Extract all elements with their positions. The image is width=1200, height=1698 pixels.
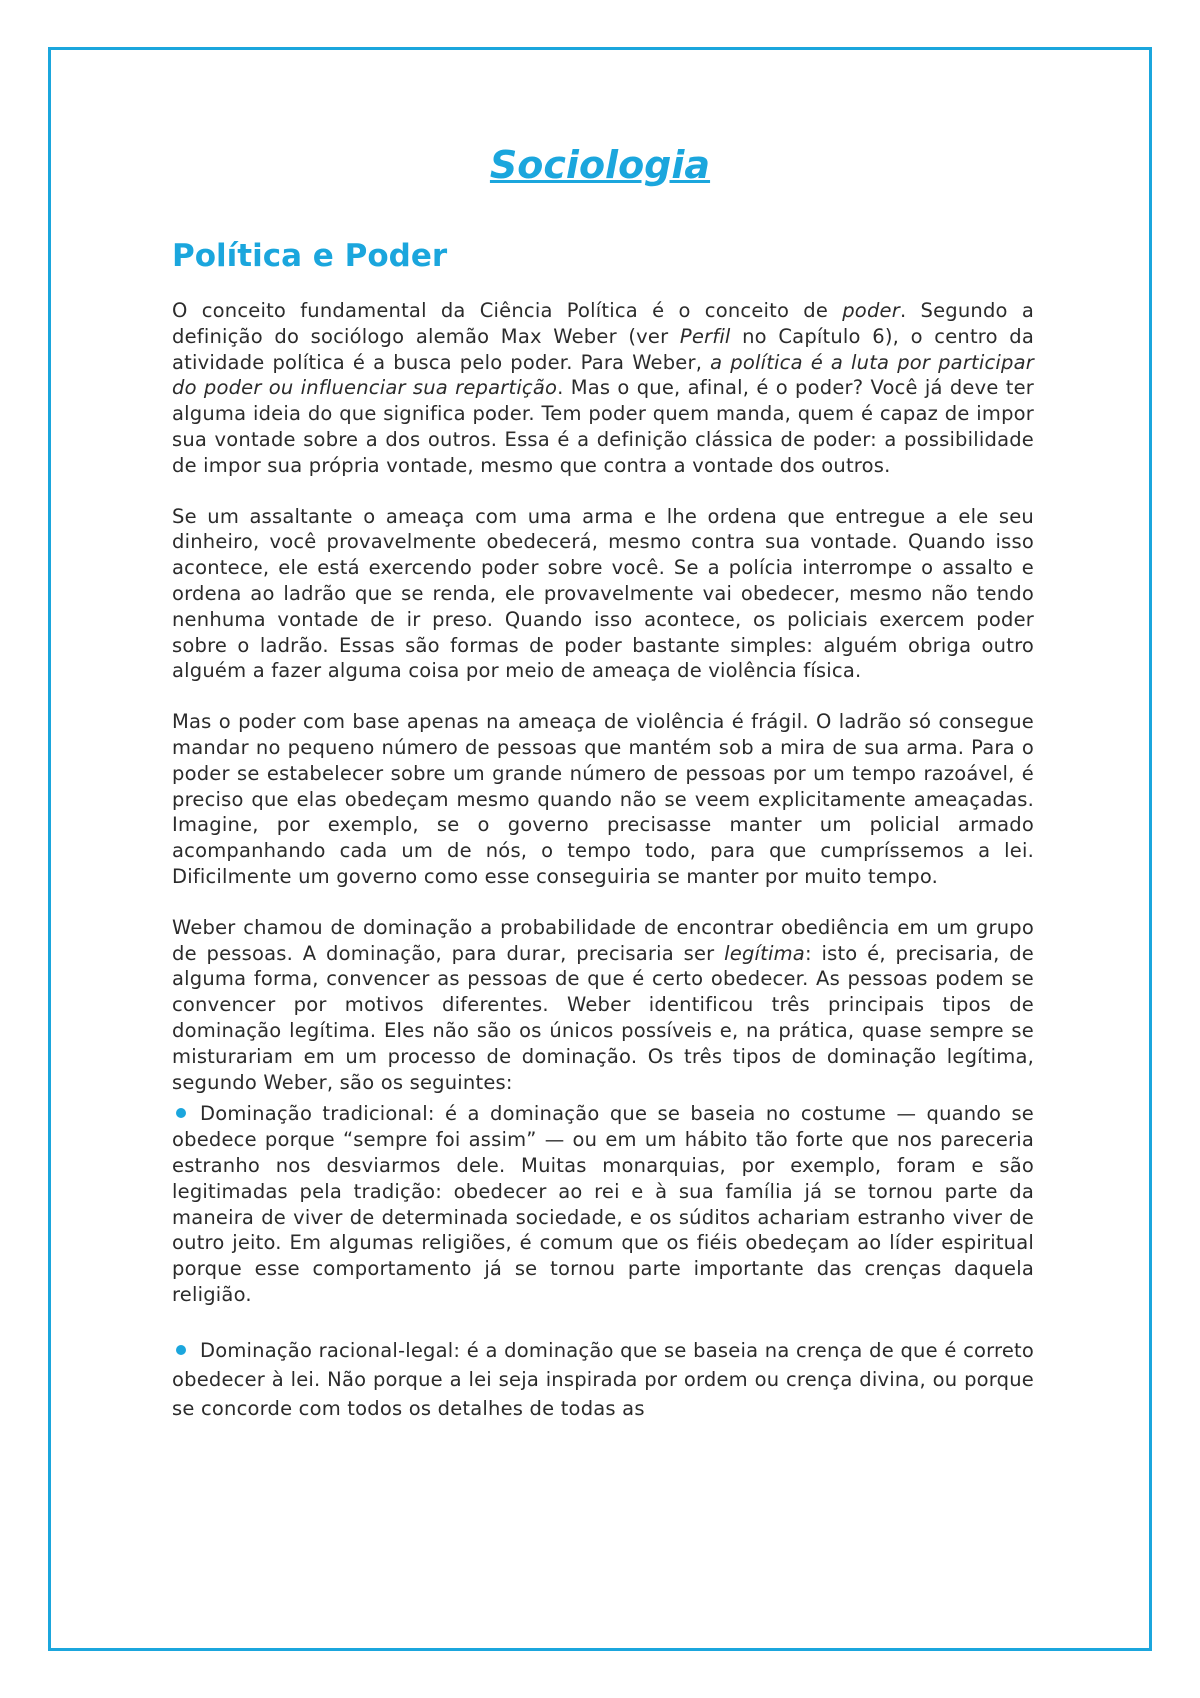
paragraph-4-text-c: : isto é, precisaria, de alguma forma, convencer as pessoas de que é certo obedecer. As pessoas podem se convencer por motivos diferentes. Weber identificou três principais tipos de dominação legítima. Eles não são os únicos possíveis e, na prática, quase sempre se misturariam em um processo de dominação. Os três tipos de dominação legítima, segundo Weber, são os seguintes: — [172, 941, 1034, 1094]
bullet-item-text: Dominação tradicional: é a dominação que se baseia no costume — quando se obedece porque “sempre foi assim” — ou em um hábito tão forte que nos pareceria estranho nos desviarmos dele. Muitas monarquias, por exemplo, foram e são legitimadas pela tradição: obedecer ao rei e à sua família já se tornou parte da maneira de viver de determinada sociedade, e os súditos achariam estranho viver de outro jeito. Em algumas religiões, é comum que os fiéis obedeçam ao líder espiritual porque esse comportamento já se tornou parte importante das crenças daquela religião. — [172, 1102, 1034, 1306]
paragraph-3: Mas o poder com base apenas na ameaça de violência é frágil. O ladrão só consegue mandar no pequeno número de pessoas que mantém sob a mira de sua arma. Para o poder se estabelecer sobre um grande número de pessoas por um tempo razoável, é preciso que elas obedeçam mesmo quando não se veem explicitamente ameaçadas. Imagine, por exemplo, se o governo precisasse manter um policial armado acompanhando cada um de nós, o tempo todo, para que cumpríssemos a lei. Dificilmente um governo como esse conseguiria se manter por muito tempo. — [172, 710, 1034, 888]
bullet-item-tradicional — [172, 1101, 1034, 1307]
paragraph-2: Se um assaltante o ameaça com uma arma e lhe ordena que entregue a ele seu dinheiro, você provavelmente obedecerá, mesmo contra sua vontade. Quando isso acontece, ele está exercendo poder sobre você. Se a polícia interrompe o assalto e ordena ao ladrão que se renda, ele provavelmente vai obedecer, mesmo não tendo nenhuma vontade de ir preso. Quando isso acontece, os policiais exercem poder sobre o ladrão. Essas são formas de poder bastante simples: alguém obriga outro alguém a fazer alguma coisa por meio de ameaça de violência física. — [172, 504, 1034, 683]
page-title: Sociologia — [489, 143, 711, 187]
paragraph-4 — [172, 915, 1034, 1096]
paragraph-1-text-e: no Capítulo 6), o centro da atividade política é a busca pelo poder. Para Weber, — [172, 324, 1034, 374]
bullet-item-racional-legal — [172, 1336, 1034, 1423]
section-heading: Política e Poder — [172, 238, 448, 274]
paragraph-1-text-a: O conceito fundamental da Ciência Política é o conceito de — [172, 299, 843, 322]
paragraph-4-text-a: Weber chamou de dominação a probabilidade de encontrar obediência em um grupo de pessoas. A dominação, para durar, precisaria ser — [172, 915, 1034, 965]
paragraph-4-italic-legitima: legítima — [724, 941, 805, 965]
bullet-item-text: Dominação racional-legal: é a dominação que se baseia na crença de que é correto obedecer à lei. Não porque a lei seja inspirada por ordem ou crença divina, ou porque se concorde com todos os detalhes de todas as — [172, 1338, 1034, 1420]
paragraph-1-text-g: . Mas o que, afinal, é o poder? Você já deve ter alguma ideia do que significa poder. Tem poder quem manda, quem é capaz de impor sua vontade sobre a dos outros. Essa é a definição clássica de poder: a possibilidade de impor sua própria vontade, mesmo que contra a vontade dos outros. — [172, 376, 1034, 477]
paragraph-1-text-c: . Segundo a definição do sociólogo alemão Max Weber (ver — [172, 299, 1035, 348]
document-body — [172, 236, 1034, 1451]
paragraph-1-italic-poder: poder — [842, 299, 900, 322]
paragraph-1-italic-perfil: Perfil — [679, 324, 731, 348]
bullet-dot-icon — [176, 1108, 186, 1118]
bullet-dot-icon — [176, 1345, 186, 1355]
paragraph-1 — [172, 298, 1034, 479]
paragraph-1-italic-quote: a política é a luta por participar do poder ou influenciar sua repartição — [172, 350, 1034, 400]
